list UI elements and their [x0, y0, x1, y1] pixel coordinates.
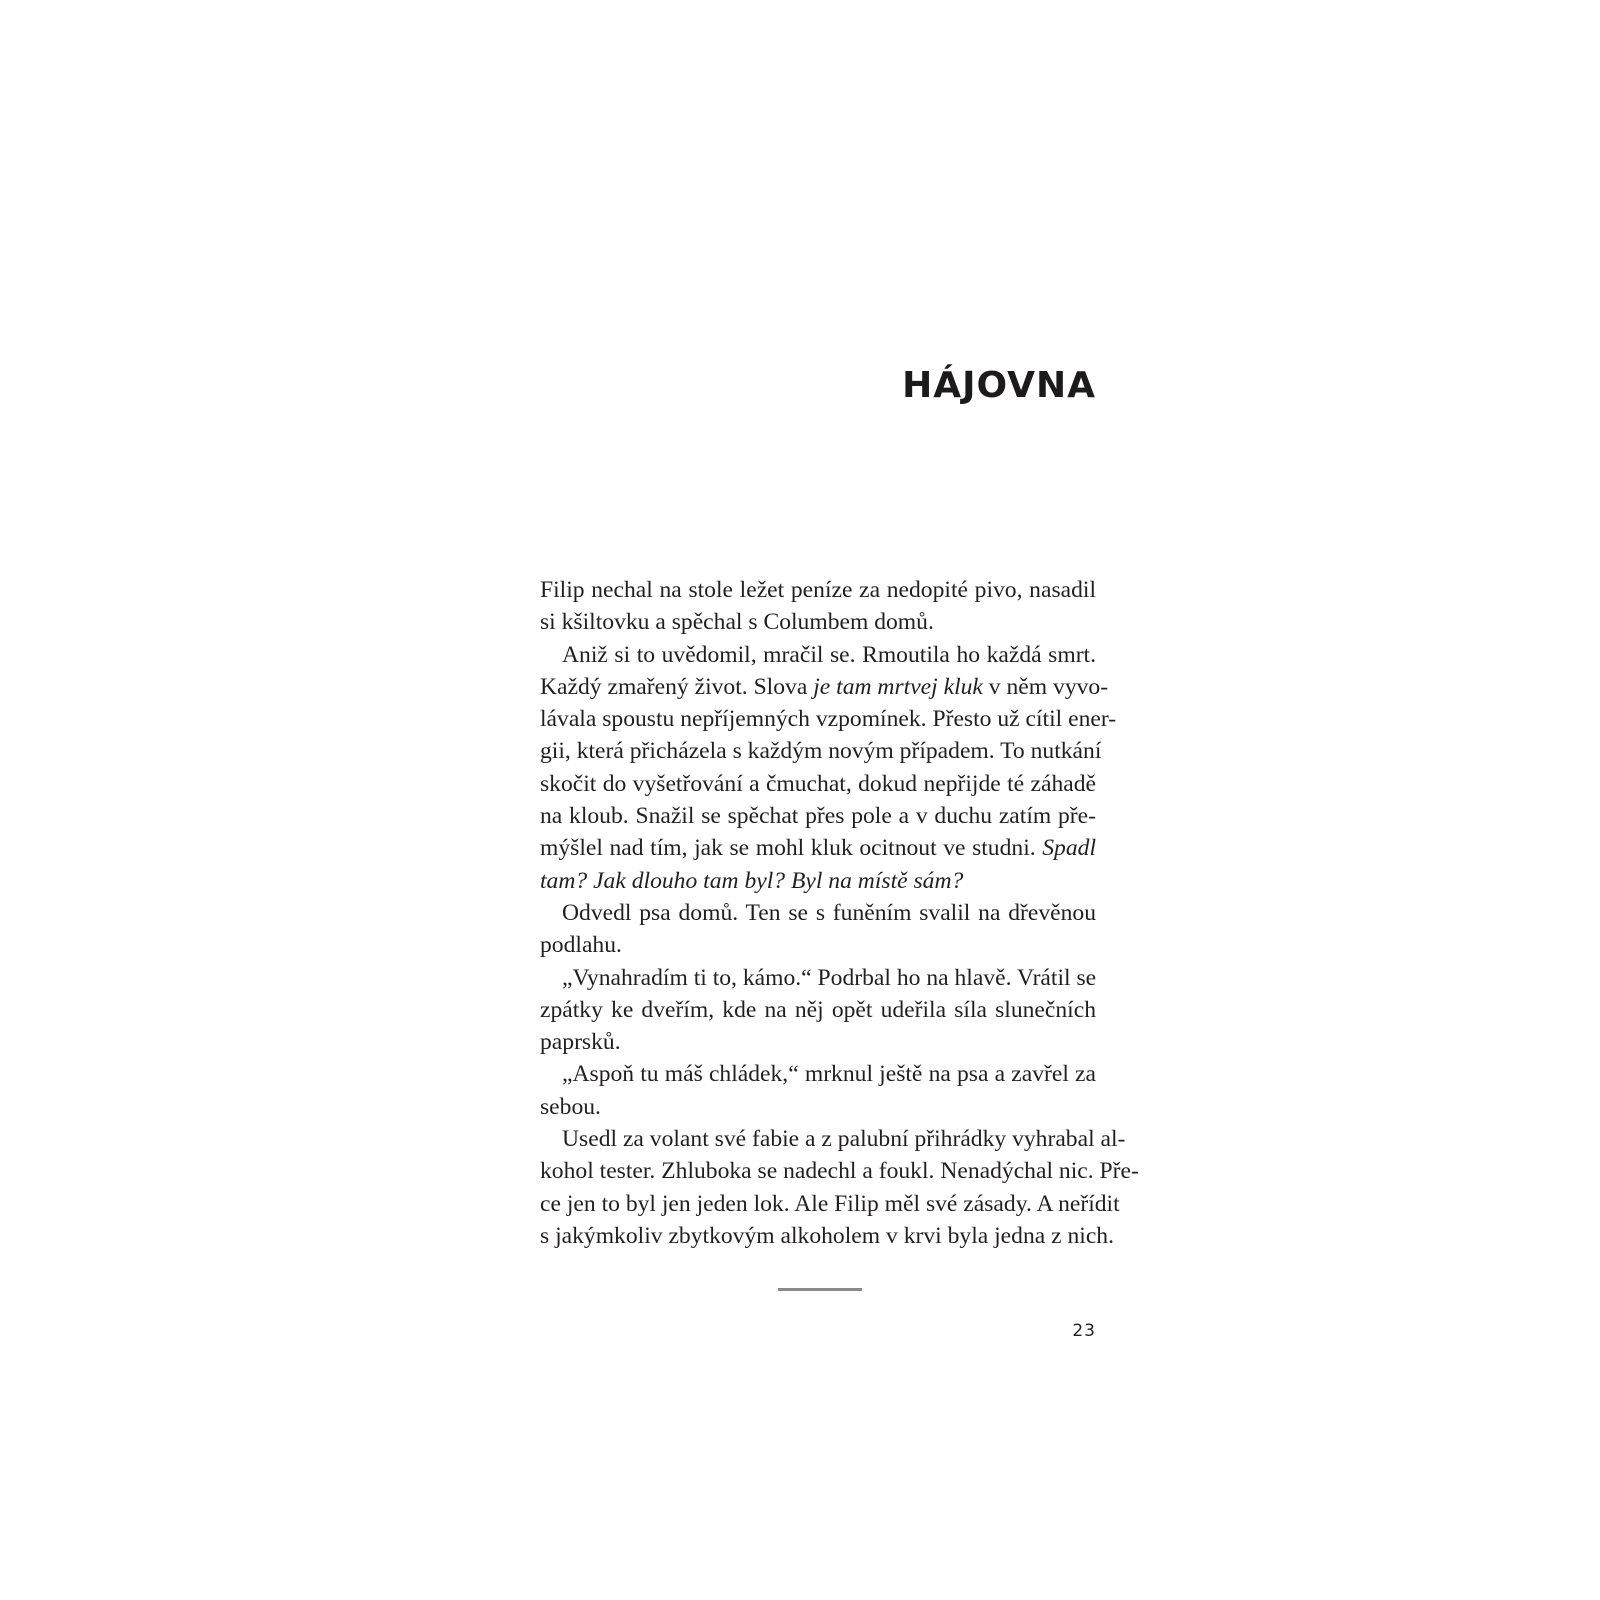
page-number: 23	[1072, 1321, 1096, 1341]
text-line: kohol tester. Zhluboka se nadechl a foukl. Nenadýchal nic. Pře-	[540, 1158, 1139, 1185]
text-line: podlahu.	[540, 932, 622, 959]
text-line: ce jen to byl jen jeden lok. Ale Filip měl své zásady. A neřídit	[540, 1190, 1120, 1217]
text-line: lávala spoustu nepříjemných vzpomínek. Přesto už cítil ener-	[540, 706, 1117, 733]
text-line: mýšlel nad tím, jak se mohl kluk ocitnout ve studni. Spadl	[540, 835, 1096, 862]
text-line: zpátky ke dveřím, kde na něj opět udeřila síla slunečních	[540, 996, 1096, 1023]
text-line: Aniž si to uvědomil, mračil se. Rmoutila ho každá smrt.	[562, 641, 1096, 668]
section-divider	[778, 1288, 862, 1291]
text-line: Usedl za volant své fabie a z palubní přihrádky vyhrabal al-	[562, 1126, 1126, 1153]
text-line: s jakýmkoliv zbytkovým alkoholem v krvi byla jedna z nich.	[540, 1222, 1115, 1249]
text-line: gii, která přicházela s každým novým případem. To nutkání	[540, 738, 1102, 765]
text-line: sebou.	[540, 1093, 601, 1120]
text-line: „Aspoň tu máš chládek,“ mrknul ještě na psa a zavřel za	[562, 1061, 1096, 1088]
text-line: tam? Jak dlouho tam byl? Byl na místě sám?	[540, 867, 964, 894]
text-line: si kšiltovku a spěchal s Columbem domů.	[540, 609, 934, 636]
text-line: Každý zmařený život. Slova je tam mrtvej kluk v něm vyvo-	[540, 673, 1109, 700]
text-line: paprsků.	[540, 1029, 621, 1056]
chapter-title: HÁJOVNA	[902, 365, 1096, 406]
text-line: Odvedl psa domů. Ten se s funěním svalil na dřevěnou	[562, 899, 1096, 926]
text-line: skočit do vyšetřování a čmuchat, dokud nepřijde té záhadě	[540, 770, 1096, 797]
chapter-body-text	[540, 574, 1139, 1252]
text-line: na kloub. Snažil se spěchat přes pole a v duchu zatím pře-	[540, 803, 1096, 830]
text-line: Filip nechal na stole ležet peníze za nedopité pivo, nasadil	[540, 577, 1096, 603]
text-line: „Vynahradím ti to, kámo.“ Podrbal ho na hlavě. Vrátil se	[562, 964, 1097, 991]
